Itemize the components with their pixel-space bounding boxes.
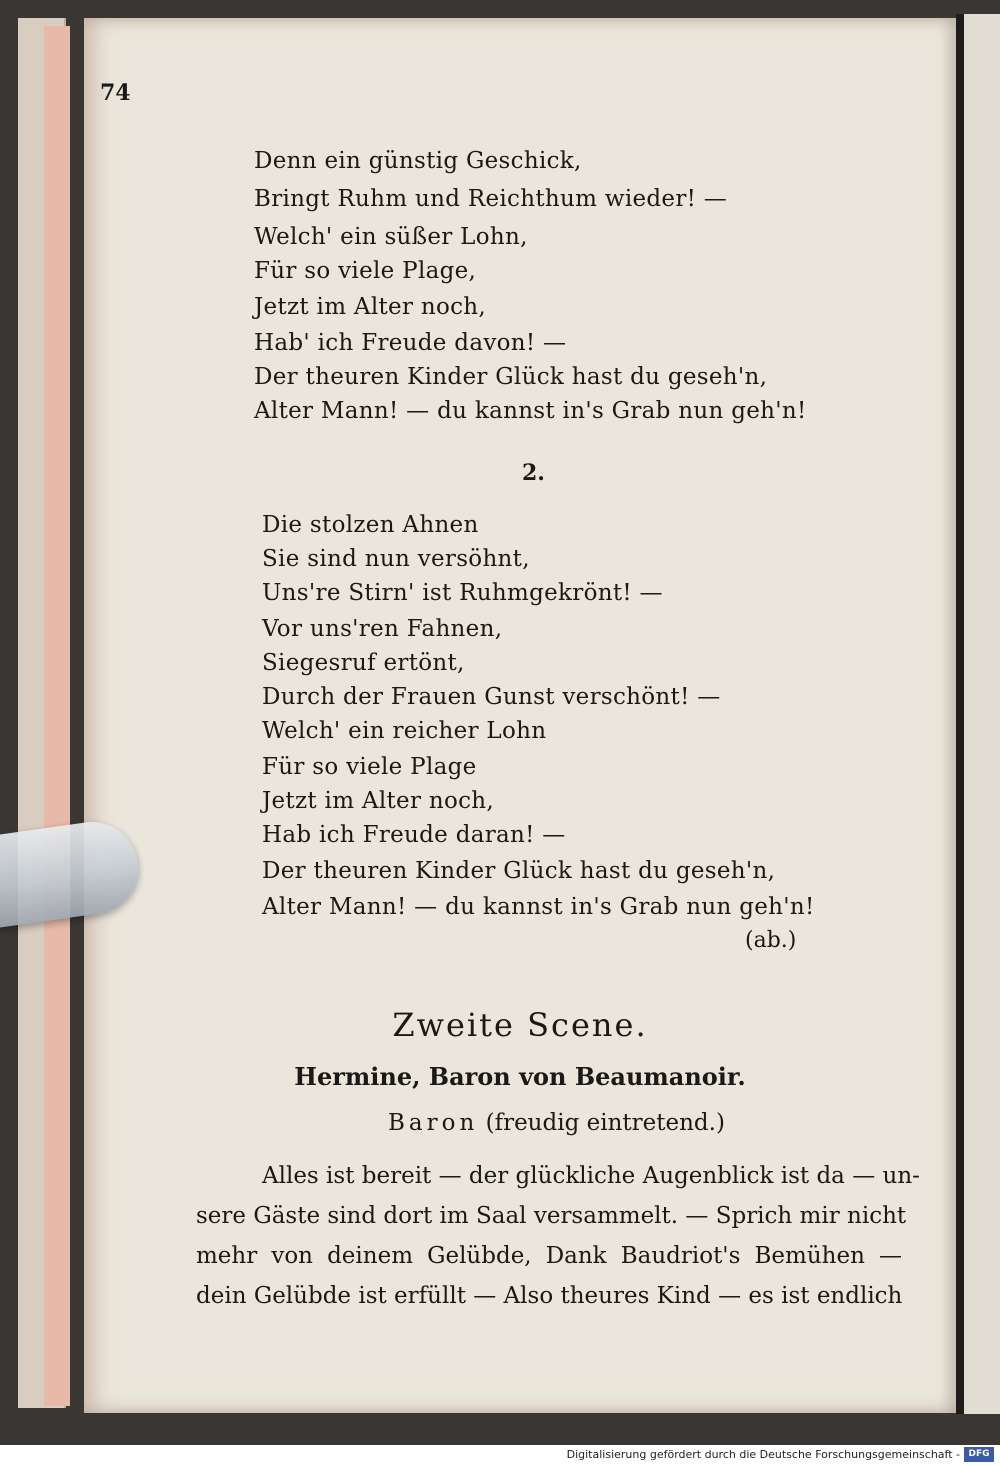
book-spine-edge bbox=[18, 18, 66, 1408]
verse-line: Welch' ein reicher Lohn bbox=[262, 718, 547, 744]
page-block-edge bbox=[44, 26, 70, 1406]
verse-line: Siegesruf ertönt, bbox=[262, 650, 465, 676]
verse-line: Vor uns'ren Fahnen, bbox=[262, 616, 503, 642]
verse-line: Hab ich Freude daran! — bbox=[262, 822, 566, 848]
verse-line: Für so viele Plage bbox=[262, 754, 477, 780]
verse-line: Der theuren Kinder Glück hast du geseh'n, bbox=[262, 858, 776, 884]
scene-characters: Hermine, Baron von Beaumanoir. bbox=[294, 1062, 746, 1091]
verse-line: Jetzt im Alter noch, bbox=[254, 294, 487, 320]
page-number: 74 bbox=[100, 80, 131, 106]
dialogue-paragraph bbox=[196, 1156, 920, 1316]
verse-line: Alter Mann! — du kannst in's Grab nun geh'n! bbox=[254, 398, 807, 424]
stage-direction: (freudig eintretend.) bbox=[485, 1110, 725, 1136]
prose-line: sere Gäste sind dort im Saal versammelt. — Sprich mir nicht bbox=[196, 1203, 907, 1229]
prose-line: Alles ist bereit — der glückliche Augenblick ist da — un- bbox=[262, 1163, 920, 1189]
prose-line: mehr von deinem Gelübde, Dank Baudriot's Bemühen — bbox=[196, 1243, 902, 1269]
speaker-heading bbox=[388, 1110, 725, 1136]
footer-credit: Digitalisierung gefördert durch die Deutsche Forschungsgemeinschaft - bbox=[566, 1448, 960, 1461]
dfg-logo: DFG bbox=[964, 1447, 994, 1462]
verse-line: Hab' ich Freude davon! — bbox=[254, 330, 567, 356]
verse-line: Alter Mann! — du kannst in's Grab nun geh'n! bbox=[262, 894, 815, 920]
page-gutter-shadow bbox=[956, 14, 964, 1414]
section-number: 2. bbox=[522, 460, 545, 486]
verse-line: Die stolzen Ahnen bbox=[262, 512, 479, 538]
verse-line: Durch der Frauen Gunst verschönt! — bbox=[262, 684, 721, 710]
prose-line: dein Gelübde ist erfüllt — Also theures Kind — es ist endlich bbox=[196, 1283, 903, 1309]
verse-line: Uns're Stirn' ist Ruhmgekrönt! — bbox=[262, 580, 663, 606]
verse-line: Sie sind nun versöhnt, bbox=[262, 546, 530, 572]
scene-title: Zweite Scene. bbox=[392, 1006, 648, 1044]
speaker-name: Baron bbox=[388, 1110, 479, 1136]
stage-direction-exit: (ab.) bbox=[745, 928, 797, 953]
verse-line: Bringt Ruhm und Reichthum wieder! — bbox=[254, 186, 728, 212]
verse-line: Der theuren Kinder Glück hast du geseh'n, bbox=[254, 364, 768, 390]
footer-bar bbox=[0, 1445, 1000, 1465]
verse-line: Denn ein günstig Geschick, bbox=[254, 148, 582, 174]
facing-page-edge bbox=[964, 14, 1000, 1414]
verse-line: Für so viele Plage, bbox=[254, 258, 477, 284]
verse-line: Jetzt im Alter noch, bbox=[262, 788, 495, 814]
verse-line: Welch' ein süßer Lohn, bbox=[254, 224, 528, 250]
